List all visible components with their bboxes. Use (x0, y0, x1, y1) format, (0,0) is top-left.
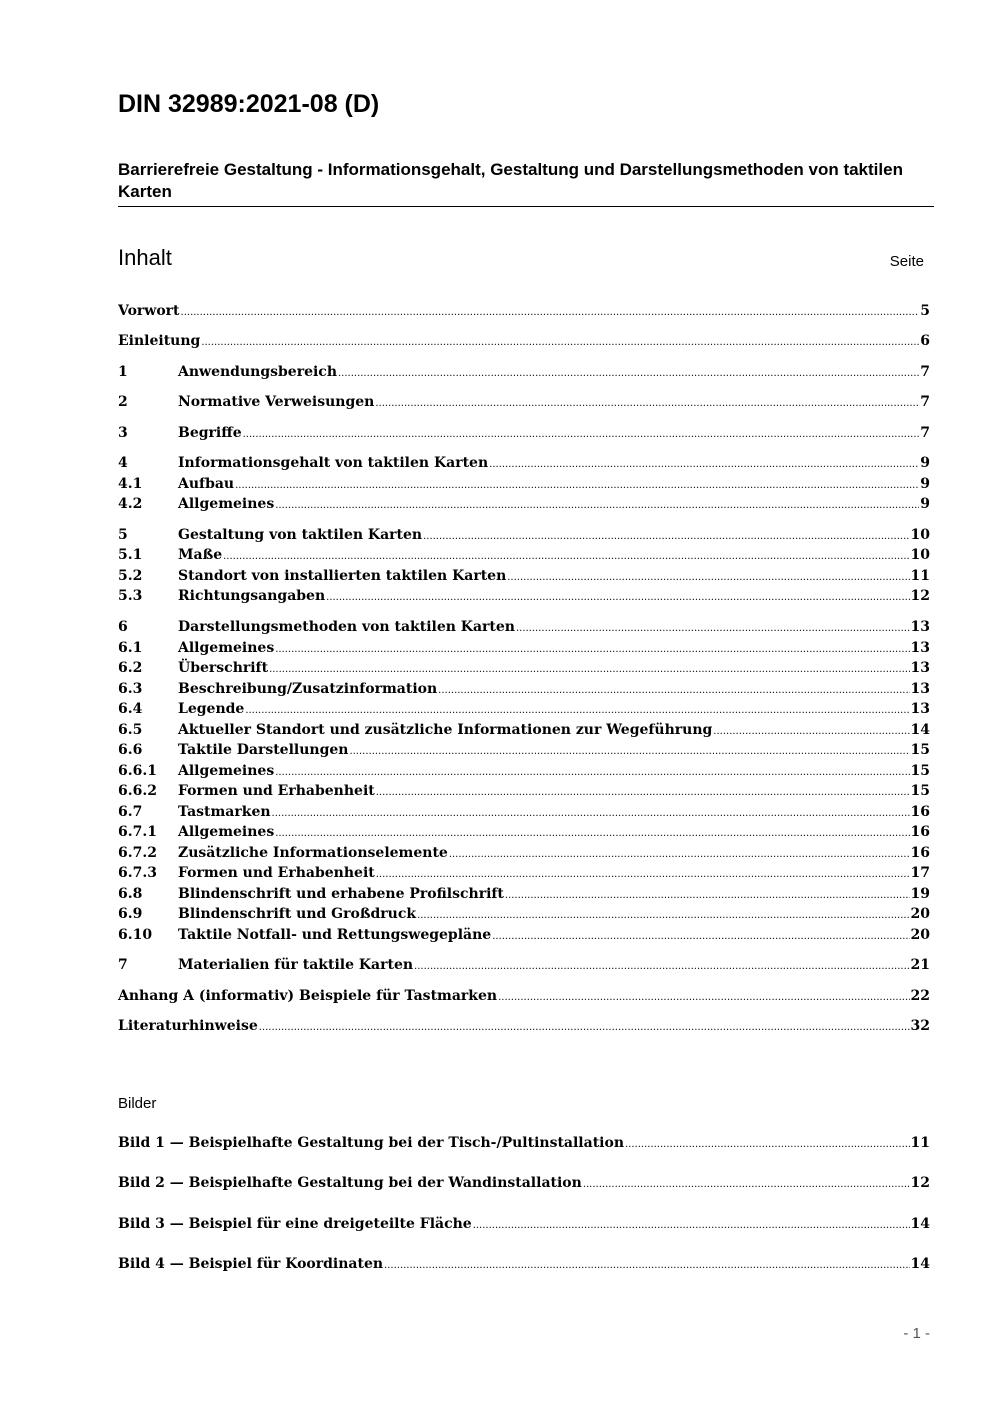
toc-entry[interactable] (118, 722, 930, 742)
toc-leader-dots (505, 890, 910, 901)
toc-entry[interactable] (118, 568, 930, 588)
toc-entry-title: Zusätzliche Informationselemente (178, 845, 448, 861)
toc-entry[interactable] (118, 496, 930, 516)
toc-entry[interactable] (118, 957, 930, 977)
toc-entry-page: 9 (920, 496, 930, 512)
toc-entry-page: 9 (920, 476, 930, 492)
toc-entry-title: Taktile Notfall- und Rettungswegepläne (178, 927, 492, 943)
toc-entry-title: Überschrift (178, 660, 269, 676)
toc-entry-title: Legende (178, 701, 245, 717)
toc-leader-dots (269, 664, 909, 675)
toc-entry-number: 4 (118, 455, 128, 471)
toc-leader-dots (516, 623, 910, 634)
toc-leader-dots (181, 307, 920, 318)
toc-entry[interactable] (118, 660, 930, 680)
toc-entry-number: 6.10 (118, 927, 153, 943)
toc-leader-dots (272, 808, 910, 819)
toc-leader-dots (492, 931, 909, 942)
toc-leader-dots (384, 1260, 909, 1271)
toc-entry-number: 6.4 (118, 701, 143, 717)
toc-leader-dots (338, 368, 919, 379)
toc-entry[interactable] (118, 906, 930, 926)
toc-leader-dots (375, 398, 919, 409)
toc-entry-page: 17 (910, 865, 930, 881)
toc-entry-title: Darstellungsmethoden von taktilen Karten (178, 619, 515, 635)
toc-entry-page: 11 (910, 1135, 930, 1151)
toc-entry-title: Begriffe (178, 425, 242, 441)
toc-entry-title: Allgemeines (178, 763, 275, 779)
document-title: Barrierefreie Gestaltung - Informationsgehalt, Gestaltung und Darstellungsmethoden von taktilen Karten (118, 160, 903, 201)
toc-leader-dots (201, 337, 919, 348)
toc-entry-number: 7 (118, 957, 128, 973)
toc-entry-title: Materialien für taktile Karten (178, 957, 414, 973)
toc-entry-title: Standort von installierten taktilen Karten (178, 568, 507, 584)
toc-entry-number: 4.2 (118, 496, 143, 512)
toc-entry-title: Taktile Darstellungen (178, 742, 349, 758)
toc-entry-title: Bild 3 — Beispiel für eine dreigeteilte Fläche (118, 1216, 472, 1232)
toc-entry[interactable] (118, 1256, 930, 1276)
toc-entry-page: 13 (910, 619, 930, 635)
toc-leader-dots (235, 480, 919, 491)
toc-entry[interactable] (118, 394, 930, 414)
toc-entry-page: 5 (920, 303, 930, 319)
toc-entry-number: 5.3 (118, 588, 143, 604)
toc-entry-page: 12 (910, 1175, 930, 1191)
toc-leader-dots (223, 551, 909, 562)
toc-entry-number: 6.7.1 (118, 824, 157, 840)
toc-entry-title: Informationsgehalt von taktilen Karten (178, 455, 489, 471)
toc-entry[interactable] (118, 547, 930, 567)
toc-entry-page: 7 (920, 364, 930, 380)
toc-entry-title: Allgemeines (178, 640, 275, 656)
header-rule (118, 206, 934, 207)
toc-leader-dots (259, 1022, 910, 1033)
toc-entry-page: 16 (910, 824, 930, 840)
toc-entry-number: 5.1 (118, 547, 143, 563)
toc-entry[interactable] (118, 783, 930, 803)
toc-entry-title: Gestaltung von taktilen Karten (178, 527, 423, 543)
toc-entry-title: Allgemeines (178, 824, 275, 840)
toc-entry[interactable] (118, 845, 930, 865)
toc-entry-page: 14 (910, 1256, 930, 1272)
toc-entry-title: Aufbau (178, 476, 235, 492)
toc-entry-page: 13 (910, 681, 930, 697)
toc-entry-number: 6.6.1 (118, 763, 157, 779)
toc-entry-page: 13 (910, 660, 930, 676)
toc-entry-page: 16 (910, 845, 930, 861)
toc-entry-page: 15 (910, 763, 930, 779)
toc-entry-title: Tastmarken (178, 804, 271, 820)
toc-leader-dots (449, 849, 910, 860)
toc-entry-title: Blindenschrift und Großdruck (178, 906, 417, 922)
toc-entry-title: Formen und Erhabenheit (178, 865, 375, 881)
toc-entry-page: 20 (910, 927, 930, 943)
toc-entry-page: 15 (910, 742, 930, 758)
toc-entry-number: 6.9 (118, 906, 143, 922)
toc-entry-title: Aktueller Standort und zusätzliche Informationen zur Wegeführung (178, 722, 713, 738)
toc-entry-number: 6.7 (118, 804, 143, 820)
toc-entry[interactable] (118, 1175, 930, 1195)
toc-leader-dots (376, 869, 910, 880)
toc-entry[interactable] (118, 1018, 930, 1038)
toc-entry[interactable] (118, 1135, 930, 1155)
toc-entry-number: 5.2 (118, 568, 143, 584)
toc-leader-dots (376, 787, 910, 798)
toc-entry-number: 1 (118, 364, 128, 380)
toc-entry-page: 19 (910, 886, 930, 902)
toc-entry-page: 7 (920, 425, 930, 441)
toc-leader-dots (243, 429, 920, 440)
toc-entry-title: Bild 4 — Beispiel für Koordinaten (118, 1256, 384, 1272)
toc-entry[interactable] (118, 927, 930, 947)
toc-leader-dots (473, 1220, 910, 1231)
toc-entry-page: 32 (910, 1018, 930, 1034)
toc-leader-dots (326, 592, 909, 603)
toc-entry-page: 13 (910, 640, 930, 656)
toc-leader-dots (275, 644, 909, 655)
toc-entry[interactable] (118, 742, 930, 762)
toc-entry-title: Allgemeines (178, 496, 275, 512)
toc-entry-page: 6 (920, 333, 930, 349)
toc-entry-title: Beschreibung/Zusatzinformation (178, 681, 438, 697)
toc-leader-dots (583, 1179, 910, 1190)
toc-entry[interactable] (118, 640, 930, 660)
toc-entry-title: Blindenschrift und erhabene Profilschrift (178, 886, 504, 902)
toc-entry-page: 15 (910, 783, 930, 799)
page-number: - 1 - (903, 1325, 930, 1342)
toc-entry-title: Literaturhinweise (118, 1018, 258, 1034)
toc-entry-number: 6.6 (118, 742, 143, 758)
toc-entry[interactable] (118, 701, 930, 721)
toc-entry-number: 6.3 (118, 681, 143, 697)
toc-entry[interactable] (118, 476, 930, 496)
toc-leader-dots (245, 705, 909, 716)
toc-leader-dots (507, 572, 909, 583)
toc-entry-title: Bild 1 — Beispielhafte Gestaltung bei der Tisch-/Pultinstallation (118, 1135, 625, 1151)
toc-entry-page: 13 (910, 701, 930, 717)
toc-entry-number: 6.1 (118, 640, 143, 656)
toc-entry-number: 6.2 (118, 660, 143, 676)
toc-entry[interactable] (118, 865, 930, 885)
toc-entry-page: 11 (910, 568, 930, 584)
toc-leader-dots (275, 828, 909, 839)
toc-entry-number: 6.7.3 (118, 865, 157, 881)
toc-entry-number: 6.7.2 (118, 845, 157, 861)
toc-leader-dots (275, 767, 909, 778)
toc-entry-number: 6.6.2 (118, 783, 157, 799)
toc-entry-page: 7 (920, 394, 930, 410)
toc-entry-title: Bild 2 — Beispielhafte Gestaltung bei der Wandinstallation (118, 1175, 582, 1191)
toc-leader-dots (275, 500, 919, 511)
toc-entry-page: 14 (910, 1216, 930, 1232)
toc-entry-number: 3 (118, 425, 128, 441)
toc-entry-page: 16 (910, 804, 930, 820)
toc-entry[interactable] (118, 425, 930, 445)
figures-heading: Bilder (118, 1095, 157, 1112)
toc-leader-dots (625, 1139, 910, 1150)
toc-leader-dots (414, 961, 909, 972)
toc-entry-page: 12 (910, 588, 930, 604)
toc-entry-title: Vorwort (118, 303, 180, 319)
toc-entry[interactable] (118, 804, 930, 824)
toc-entry-title: Anwendungsbereich (178, 364, 337, 380)
toc-entry[interactable] (118, 455, 930, 475)
toc-entry[interactable] (118, 527, 930, 547)
toc-entry-page: 22 (910, 988, 930, 1004)
toc-entry-title: Richtungsangaben (178, 588, 326, 604)
toc-entry-page: 9 (920, 455, 930, 471)
toc-leader-dots (438, 685, 909, 696)
toc-entry-page: 10 (910, 547, 930, 563)
toc-entry-number: 2 (118, 394, 128, 410)
toc-entry-page: 21 (910, 957, 930, 973)
toc-entry-title: Maße (178, 547, 223, 563)
toc-entry-number: 6 (118, 619, 128, 635)
toc-heading: Inhalt (118, 245, 172, 270)
toc-leader-dots (349, 746, 909, 757)
toc-entry[interactable] (118, 824, 930, 844)
toc-entry[interactable] (118, 333, 930, 353)
page-column-heading: Seite (889, 253, 924, 270)
toc-leader-dots (423, 531, 909, 542)
toc-entry-number: 6.8 (118, 886, 143, 902)
toc-entry-page: 20 (910, 906, 930, 922)
toc-entry[interactable] (118, 364, 930, 384)
toc-entry[interactable] (118, 1216, 930, 1236)
document-id: DIN 32989:2021-08 (D) (118, 90, 380, 118)
toc-entry[interactable] (118, 303, 930, 323)
toc-entry-number: 5 (118, 527, 128, 543)
toc-entry-title: Formen und Erhabenheit (178, 783, 375, 799)
toc-entry[interactable] (118, 886, 930, 906)
toc-entry-number: 4.1 (118, 476, 143, 492)
toc-leader-dots (489, 459, 919, 470)
toc-leader-dots (498, 992, 909, 1003)
toc-entry[interactable] (118, 619, 930, 639)
toc-entry[interactable] (118, 988, 930, 1008)
toc-entry[interactable] (118, 681, 930, 701)
toc-entry[interactable] (118, 763, 930, 783)
toc-entry-page: 10 (910, 527, 930, 543)
toc-leader-dots (713, 726, 909, 737)
toc-entry-number: 6.5 (118, 722, 143, 738)
toc-entry-page: 14 (910, 722, 930, 738)
toc-leader-dots (417, 910, 909, 921)
toc-entry[interactable] (118, 588, 930, 608)
toc-entry-title: Einleitung (118, 333, 201, 349)
toc-entry-title: Normative Verweisungen (178, 394, 375, 410)
toc-entry-title: Anhang A (informativ) Beispiele für Tastmarken (118, 988, 498, 1004)
